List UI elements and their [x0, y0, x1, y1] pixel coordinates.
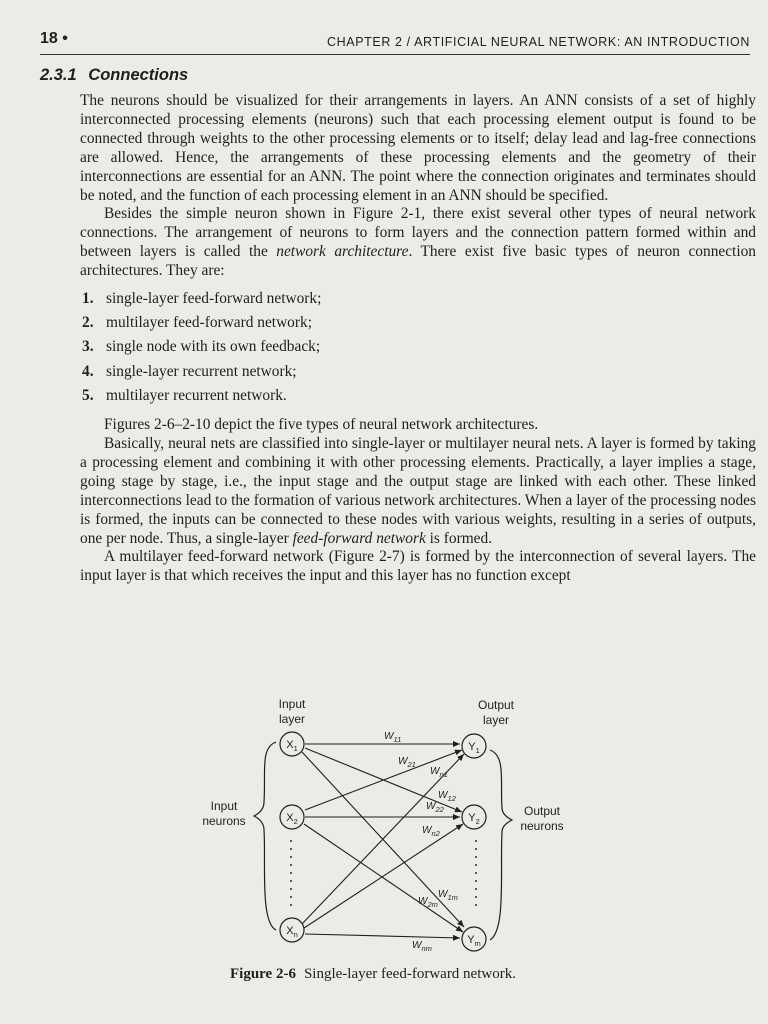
paragraph-2-text-a: Besides the simple neuron shown in Figure 2-1, there exist several other types of neural network connections. The arrangement of neurons to form layers and the connection pattern formed within and between layers is called the: [80, 205, 756, 261]
list-item: 1. single-layer feed-forward network;: [82, 290, 322, 308]
input-brace: [254, 742, 276, 930]
weight-wn1: $W_{n1}$: [430, 766, 448, 779]
weight-w11: $W_{11}$: [384, 731, 402, 744]
figure-2-6-diagram: [198, 692, 578, 962]
output-node-y2: [462, 805, 486, 829]
term-network-architecture: network architecture: [276, 243, 409, 261]
weight-w22: $W_{22}$: [426, 801, 444, 814]
paragraph-4: [80, 435, 756, 548]
section-heading: [40, 66, 188, 85]
output-node-y1: [462, 734, 486, 758]
figure-caption: [230, 966, 516, 983]
weight-w1m: $W_{1m}$: [438, 889, 458, 902]
paragraph-3: Figures 2-6–2-10 depict the five types of neural network architectures.: [104, 416, 539, 434]
list-item: 3. single node with its own feedback;: [82, 338, 321, 356]
input-layer-label-1: Input: [278, 697, 306, 711]
output-layer-label-1: Output: [477, 698, 515, 712]
input-layer-label-2: layer: [278, 712, 306, 726]
page-number: 18 •: [40, 30, 68, 47]
weight-wn2: $W_{n2}$: [422, 825, 440, 838]
output-layer-label-2: layer: [482, 713, 510, 727]
list-item: 4. single-layer recurrent network;: [82, 362, 297, 380]
svg-text:Y2: $Y_2$: [468, 812, 480, 826]
weight-w2m: $W_{2m}$: [418, 896, 438, 909]
svg-text:X2: $X_2$: [286, 812, 298, 826]
weight-w21: $W_{21}$: [398, 756, 416, 769]
svg-text:Ym: $Y_m$: [467, 934, 481, 948]
paragraph-2: [80, 205, 756, 281]
output-node-ym: [462, 927, 486, 951]
svg-text:X1: $X_1$: [286, 739, 298, 753]
list-item: 2. multilayer feed-forward network;: [82, 314, 312, 332]
output-neurons-label-2: neurons: [520, 819, 564, 833]
paragraph-2-text-b: . There exist five basic types of neuron connection architectures. They are:: [80, 243, 756, 280]
running-head: CHAPTER 2 / ARTIFICIAL NEURAL NETWORK: AN INTRODUCTION: [327, 35, 750, 49]
network-diagram: [198, 692, 578, 962]
paragraph-4-text-b: is formed.: [425, 529, 493, 547]
input-node-x1: [280, 732, 304, 756]
paragraph-4-text-a: Basically, neural nets are classified into single-layer or multilayer neural nets. A layer is formed by taking a processing element and combining it with other processing elements. Practically, a layer implies a stage, going stage by stage, i.e., the input stage and the output stage are linked with each other. These linked interconnections lead to the formation of various network architectures. When a layer of the processing nodes is formed, the inputs can be connected to these nodes with various weights, resulting in a series of outputs, one per node. Thus, a single-layer: [80, 434, 756, 547]
weight-wnm: $W_{nm}$: [412, 940, 432, 953]
paragraph-5: A multilayer feed-forward network (Figure 2-7) is formed by the interconnection of several layers. The input layer is that which receives the input and this layer has no function except: [80, 548, 756, 585]
section-title: Connections: [88, 66, 189, 84]
input-node-x2: [280, 805, 304, 829]
body-text: [80, 92, 756, 586]
input-neurons-label-2: neurons: [202, 814, 246, 828]
caption-label: Figure 2-6: [230, 966, 296, 982]
paragraph-1: The neurons should be visualized for their arrangements in layers. An ANN consists of a set of highly interconnected processing elements (neurons) such that each processing element output is found to be connected through weights to the other processing elements or to itself; delay lead and lag-free connections are allowed. Hence, the arrangements of these processing elements and the geometry of their interconnections are essential for an ANN. The point where the connection originates and terminates should be noted, and the function of each processing element in an ANN should be specified.: [80, 92, 756, 204]
output-neurons-label-1: Output: [523, 804, 561, 818]
architecture-list: [82, 287, 756, 408]
svg-text:Y1: $Y_1$: [468, 741, 480, 755]
section-number: 2.3.1: [40, 66, 77, 84]
page-header: [40, 30, 750, 55]
svg-text:Xn: $X_n$: [286, 925, 298, 939]
input-node-xn: [280, 918, 304, 942]
weight-w12: $W_{12}$: [438, 790, 456, 803]
output-brace: [490, 750, 512, 940]
list-item: 5. multilayer recurrent network.: [82, 386, 287, 404]
term-feed-forward-network: feed-forward network: [292, 529, 426, 547]
caption-text: Single-layer feed-forward network.: [303, 966, 516, 982]
input-neurons-label-1: Input: [210, 799, 238, 813]
